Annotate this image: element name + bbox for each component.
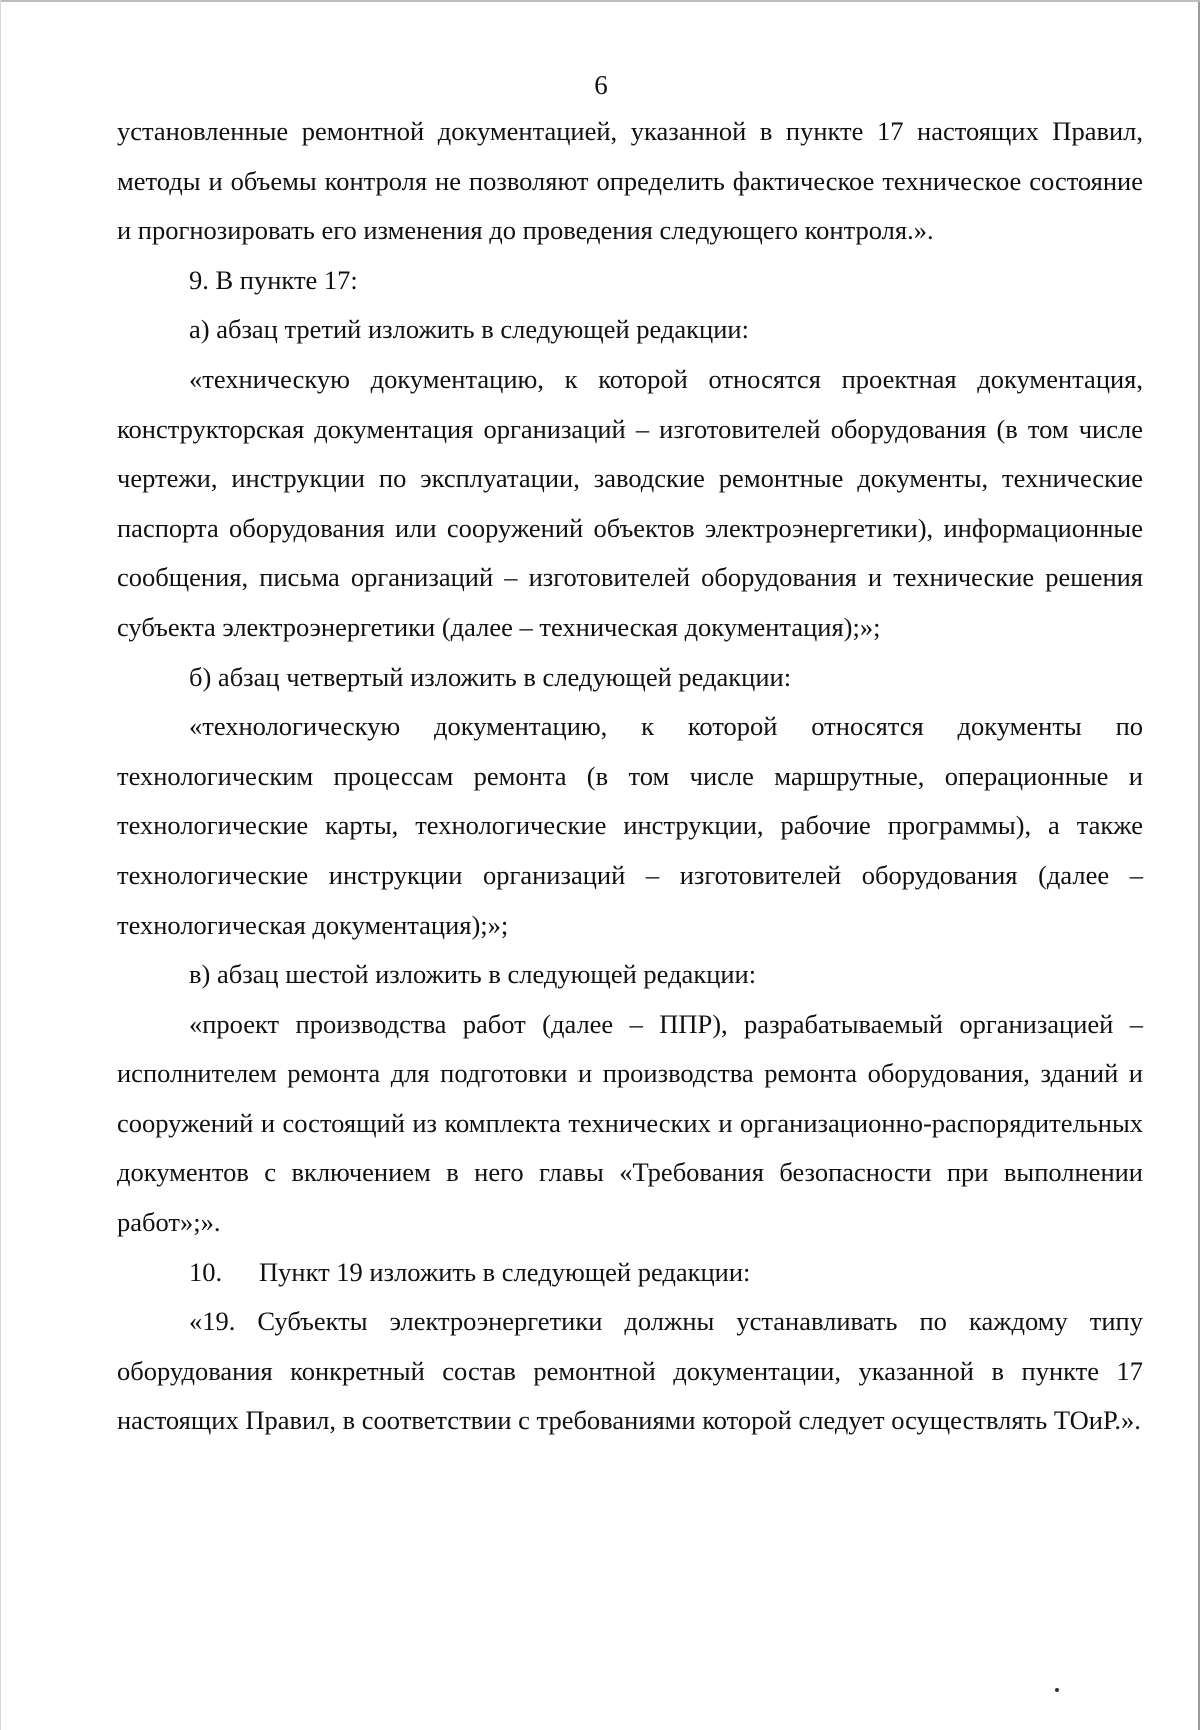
paragraph-quote-ppr: «проект производства работ (далее – ППР), разрабатываемый организацией – исполнителем ремонта для подготовки и производства ремонта оборудования, зданий и сооружений и состоящий из комплекта технических и организационно-распорядительных документов с включением в него главы «Требования безопасности при выполнении работ»;». [117,1008,1143,1238]
paragraph-item-9: 9. В пункте 17: [189,264,358,295]
document-body [117,107,1143,1446]
paragraph-subitem-v: в) абзац шестой изложить в следующей редакции: [189,959,757,990]
paragraph-subitem-a: а) абзац третий изложить в следующей редакции: [189,314,749,345]
scan-edge [1,0,1200,2]
item-number: 10. [189,1256,223,1287]
page-number: 6 [594,70,608,100]
paragraph-subitem-b: б) абзац четвертый изложить в следующей редакции: [189,661,792,692]
paragraph-quote-technological-docs: «технологическую документацию, к которой относятся документы по технологическим процессам ремонта (в том числе маршрутные, операционные и технологические карты, технологические инструкции, рабочие программы), а также технологические инструкции организаций – изготовителей оборудования (далее – технологическая документация);»; [117,711,1143,940]
paragraph-quote-item-19: «19. Субъекты электроэнергетики должны устанавливать по каждому типу оборудования конкретный состав ремонтной документации, указанной в пункте 17 настоящих Правил, в соответствии с требованиями которой следует осуществлять ТОиР.». [117,1306,1143,1436]
item-text: Пункт 19 изложить в следующей редакции: [259,1256,751,1287]
scan-speck [1055,1688,1059,1692]
paragraph-continuation: установленные ремонтной документацией, указанной в пункте 17 настоящих Правил, методы и объемы контроля не позволяют определить фактическое техническое состояние и прогнозировать его изменения до проведения следующего контроля.». [117,116,1143,246]
paragraph-quote-technical-docs: «техническую документацию, к которой относятся проектная документация, конструкторская документация организаций – изготовителей оборудования (в том числе чертежи, инструкции по эксплуатации, заводские ремонтные документы, технические паспорта оборудования или сооружений объектов электроэнергетики), информационные сообщения, письма организаций – изготовителей оборудования и технические решения субъекта электроэнергетики (далее – техническая документация);»; [117,363,1143,642]
paragraph-item-10 [117,1248,1143,1298]
